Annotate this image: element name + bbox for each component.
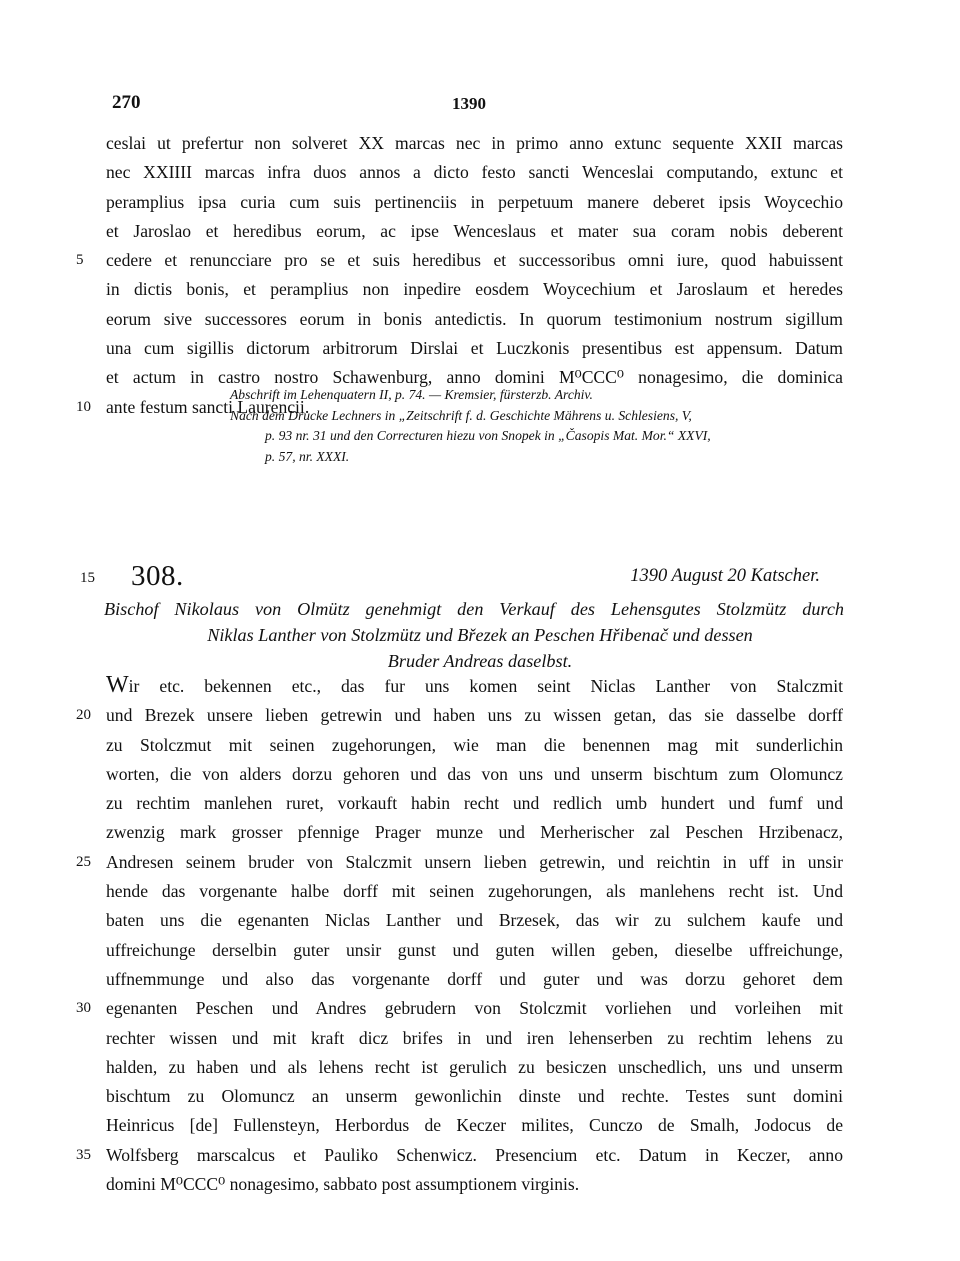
line-text: uffreichunge derselbin guter unsir gunst und guten willen geben, dieselbe uffreichunge,	[106, 939, 843, 960]
line-text: rechter wissen und mit kraft dicz brifes in und iren lehenserben zu rechtim lehens zu	[106, 1027, 843, 1048]
regest-line: Niklas Lanther von Stolzmütz und Březek an Peschen Hřibenač und dessen	[207, 625, 753, 645]
line-number: 30	[76, 1000, 91, 1017]
line-text: domini M⁰CCC⁰ nonagesimo, sabbato post assumptionem virginis.	[106, 1174, 580, 1195]
line-text: uffnemmunge und also das vorgenante dorff und guter und was dorzu gehoret dem	[106, 968, 843, 989]
text-line	[0, 1111, 960, 1140]
line-text: zu rechtim manlehen ruret, vorkauft habin recht und redlich umb hundert und fumf und	[106, 793, 843, 814]
text-line	[0, 1141, 960, 1170]
line-text: et Jaroslao et heredibus eorum, ac ipse Wenceslaus et mater sua coram nobis deberent	[106, 220, 843, 241]
document-date: 1390 August 20 Katscher.	[630, 566, 820, 586]
document-body-text	[0, 672, 960, 1199]
line-text: Wolfsberg marscalcus et Pauliko Schenwicz. Presencium etc. Datum in Keczer, anno	[106, 1144, 843, 1165]
regest-line: Bruder Andreas daselbst.	[387, 651, 573, 671]
line-number: 5	[76, 252, 84, 269]
line-text: egenanten Peschen und Andres gebrudern von Stolczmit vorliehen und vorleihen mit	[106, 998, 843, 1019]
initial-letter: W	[106, 672, 129, 698]
text-line	[0, 936, 960, 965]
line-text: ceslai ut prefertur non solveret XX marcas nec in primo anno extunc sequente XXII marcas	[106, 133, 843, 153]
line-text: eorum sive successores eorum in bonis antedictis. In quorum testimonium nostrum sigillum	[106, 308, 843, 329]
previous-document-text	[0, 129, 960, 422]
source-notes	[0, 385, 960, 467]
text-line	[0, 789, 960, 818]
line-text: cedere et renuncciare pro se et suis heredibus et successoribus omni iure, quod habuissent	[106, 250, 843, 271]
line-text: Heinricus [de] Fullensteyn, Herbordus de Keczer milites, Cunczo de Smalh, Jodocus de	[106, 1115, 843, 1136]
running-year-header: 1390	[452, 94, 486, 113]
line-text: ante festum sancti Laurencii.	[106, 396, 310, 417]
text-line	[0, 760, 960, 789]
text-line	[0, 217, 960, 246]
note-line: p. 93 nr. 31 und den Correcturen hiezu von Snopek in „Časopis Mat. Mor.“ XXVI,	[265, 428, 711, 443]
page-number: 270	[112, 92, 141, 113]
text-line	[0, 1170, 960, 1199]
text-line	[0, 1082, 960, 1111]
line-text-rest: ir etc. bekennen etc., das fur uns komen seint Niclas Lanther von Stalczmit	[128, 676, 843, 696]
line-text: bischtum zu Olomuncz an unserm gewonlichin dinste und rechte. Testes sunt domini	[106, 1086, 843, 1107]
line-text: una cum sigillis dictorum arbitrorum Dirslai et Luczkonis presentibus est appensum. Datum	[106, 338, 843, 359]
line-text: nec XXIIII marcas infra duos annos a dicto festo sancti Wenceslai computando, extunc et	[106, 162, 843, 183]
text-line	[0, 129, 960, 158]
page-header	[0, 92, 960, 122]
line-text: in dictis bonis, et peramplius non inpedire eosdem Woycechium et Jaroslaum et heredes	[106, 279, 843, 300]
line-text	[106, 672, 843, 701]
text-line	[0, 334, 960, 363]
text-line	[0, 188, 960, 217]
text-line	[0, 701, 960, 730]
line-text: peramplius ipsa curia cum suis pertinenciis in perpetuum manere deberet ipsis Woycechio	[106, 191, 843, 212]
note-line: p. 57, nr. XXXI.	[265, 448, 350, 464]
text-line	[0, 305, 960, 334]
text-line	[0, 731, 960, 760]
text-line	[0, 1053, 960, 1082]
line-text: halden, zu haben und als lehens recht ist gerulich zu besiczen unschedlich, uns und unserm	[106, 1056, 843, 1077]
text-line	[0, 877, 960, 906]
line-number: 25	[76, 853, 91, 870]
line-number: 35	[76, 1146, 91, 1163]
line-text: Andresen seinem bruder von Stalczmit unsern lieben getrewin, und reichtin in uff in unsir	[106, 851, 843, 872]
regest-summary	[0, 596, 960, 674]
text-line	[0, 965, 960, 994]
text-line	[0, 994, 960, 1023]
text-line	[0, 672, 960, 701]
line-text: worten, die von alders dorzu gehoren und das von uns und unserm bischtum zum Olomuncz	[106, 763, 843, 784]
line-text: baten uns die egenanten Niclas Lanther und Brzesek, das wir zu sulchem kaufe und	[106, 910, 843, 931]
text-line	[0, 246, 960, 275]
line-text: zu Stolczmut mit seinen zugehorungen, wie man die benennen mag mit sunderlichin	[106, 734, 843, 755]
text-line	[0, 1024, 960, 1053]
text-line	[0, 275, 960, 304]
note-line: Nach dem Drucke Lechners in „Zeitschrift f. d. Geschichte Mährens u. Schlesiens, V,	[230, 407, 692, 423]
text-line	[0, 906, 960, 935]
line-number: 15	[80, 570, 95, 586]
line-text: hende das vorgenante halbe dorff mit seinen zugehorungen, als manlehens recht ist. Und	[106, 881, 843, 902]
line-text: und Brezek unsere lieben getrewin und haben uns zu wissen getan, das sie dasselbe dorff	[106, 705, 843, 726]
line-text: zwenzig mark grosser pfennige Prager munze und Merherischer zal Peschen Hrzibenacz,	[106, 822, 843, 843]
document-heading	[0, 560, 960, 596]
line-number: 10	[76, 398, 91, 415]
document-number: 308.	[131, 560, 184, 592]
note-line: Abschrift im Lehenquatern II, p. 74. — Kremsier, fürsterzb. Archiv.	[230, 387, 593, 402]
line-number: 20	[76, 707, 91, 724]
regest-line: Bischof Nikolaus von Olmütz genehmigt den Verkauf des Lehensgutes Stolzmütz durch	[104, 599, 844, 619]
line-text: et actum in castro nostro Schawenburg, anno domini M⁰CCC⁰ nonagesimo, die dominica	[106, 367, 843, 388]
text-line	[0, 158, 960, 187]
text-line	[0, 848, 960, 877]
text-line	[0, 818, 960, 847]
